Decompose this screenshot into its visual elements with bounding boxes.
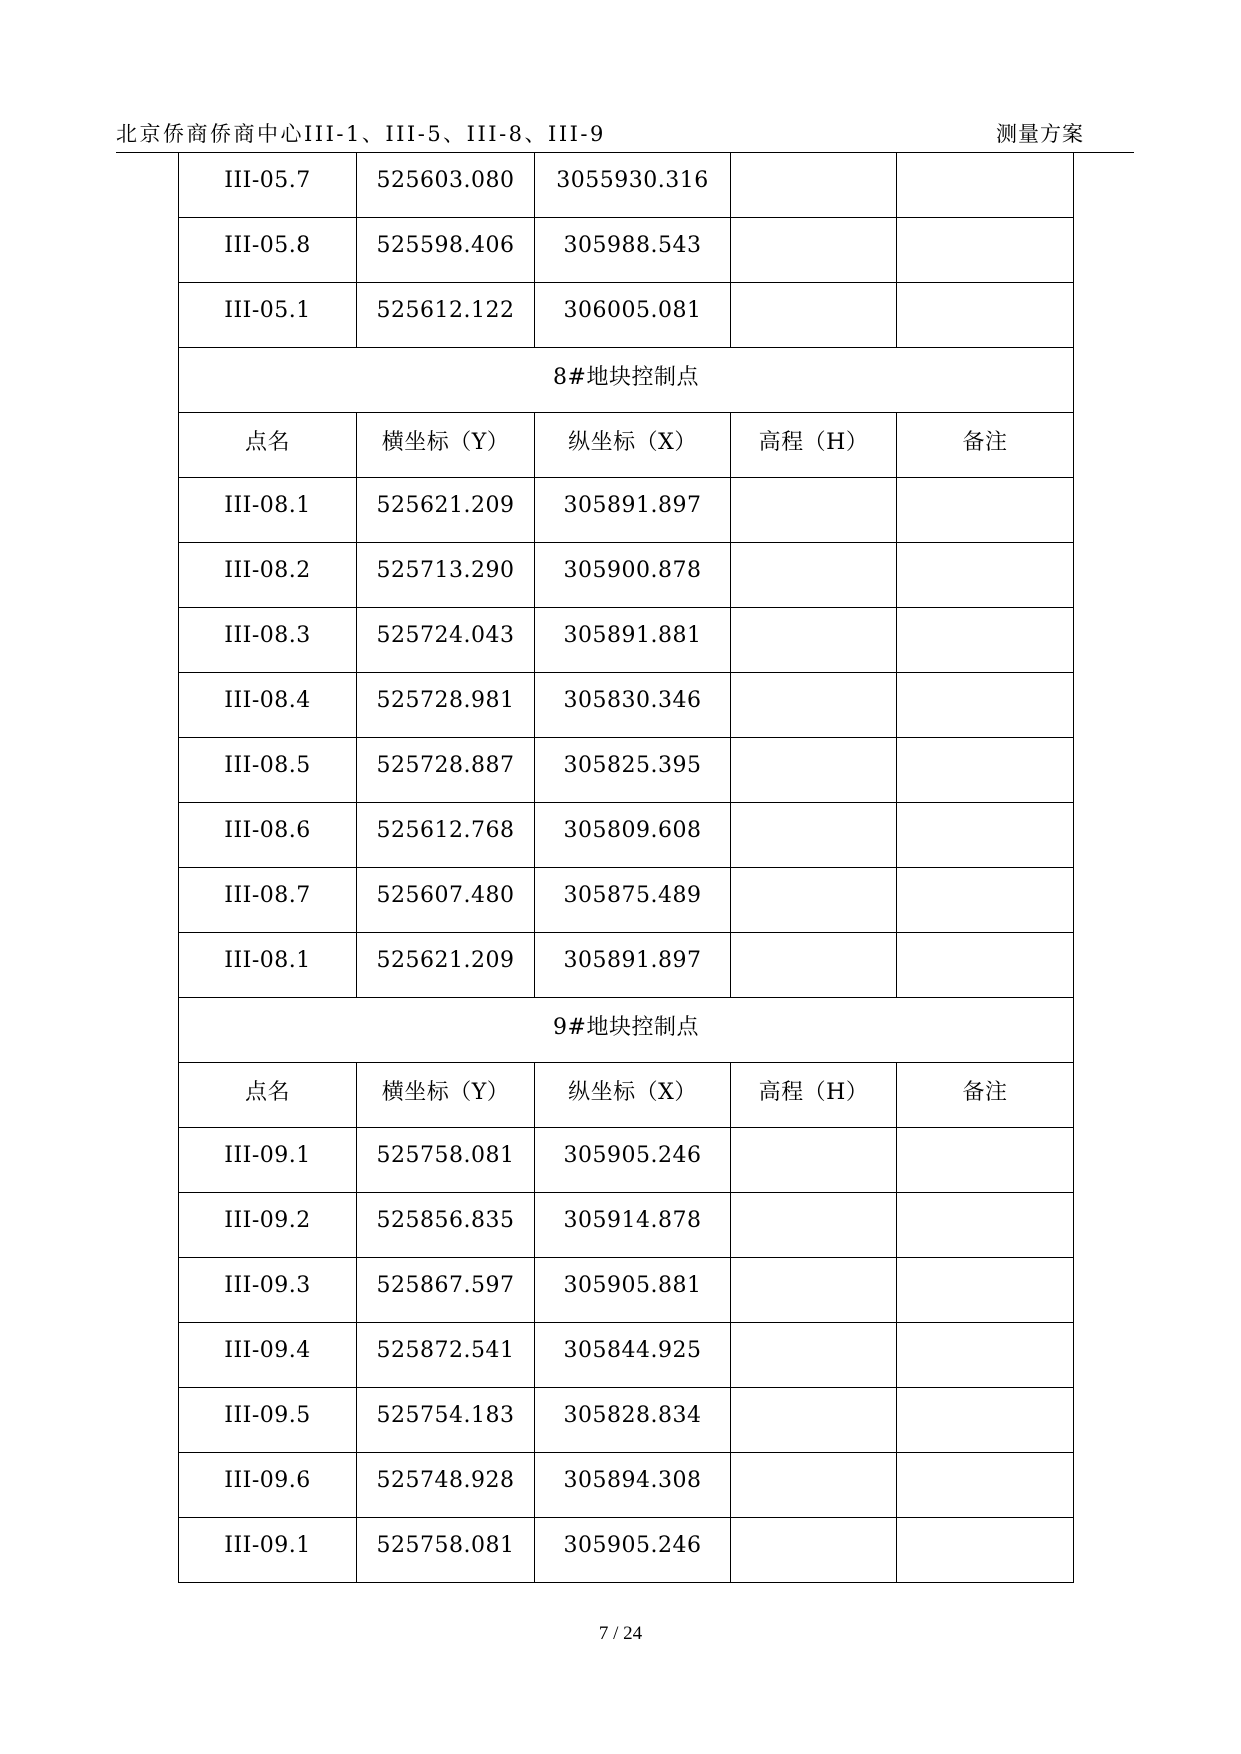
table-row	[179, 543, 1074, 608]
table-row	[179, 1323, 1074, 1388]
column-header: 点名	[179, 413, 357, 478]
coord-x-cell: 3055930.316	[535, 153, 731, 218]
coord-x-cell: 305988.543	[535, 218, 731, 283]
table-row	[179, 738, 1074, 803]
point-name-cell: III-05.8	[179, 218, 357, 283]
coord-x-cell: 305894.308	[535, 1453, 731, 1518]
remark-cell	[897, 738, 1074, 803]
table-row	[179, 868, 1074, 933]
point-name-cell: III-08.2	[179, 543, 357, 608]
coord-y-cell: 525612.768	[357, 803, 535, 868]
table-row	[179, 803, 1074, 868]
table-row	[179, 153, 1074, 218]
column-header: 高程（H）	[731, 413, 897, 478]
table-row	[179, 283, 1074, 348]
coord-x-cell: 305905.246	[535, 1128, 731, 1193]
document-type: 测量方案	[996, 122, 1084, 146]
elevation-cell	[731, 738, 897, 803]
remark-cell	[897, 218, 1074, 283]
elevation-cell	[731, 153, 897, 218]
column-header: 纵坐标（X）	[535, 413, 731, 478]
table-row	[179, 1193, 1074, 1258]
remark-cell	[897, 478, 1074, 543]
remark-cell	[897, 1388, 1074, 1453]
elevation-cell	[731, 673, 897, 738]
coord-y-cell: 525621.209	[357, 478, 535, 543]
table-row	[179, 1453, 1074, 1518]
coord-y-cell: 525612.122	[357, 283, 535, 348]
coord-x-cell: 305891.897	[535, 933, 731, 998]
coord-x-cell: 305905.246	[535, 1518, 731, 1583]
elevation-cell	[731, 218, 897, 283]
coord-x-cell: 305844.925	[535, 1323, 731, 1388]
remark-cell	[897, 608, 1074, 673]
elevation-cell	[731, 1388, 897, 1453]
remark-cell	[897, 1323, 1074, 1388]
elevation-cell	[731, 1193, 897, 1258]
elevation-cell	[731, 1323, 897, 1388]
remark-cell	[897, 1453, 1074, 1518]
point-name-cell: III-09.3	[179, 1258, 357, 1323]
table-row	[179, 478, 1074, 543]
control-points-table	[178, 152, 1074, 1583]
table-row	[179, 933, 1074, 998]
coord-y-cell: 525867.597	[357, 1258, 535, 1323]
elevation-cell	[731, 1128, 897, 1193]
column-header: 备注	[897, 413, 1074, 478]
elevation-cell	[731, 803, 897, 868]
remark-cell	[897, 1128, 1074, 1193]
point-name-cell: III-09.6	[179, 1453, 357, 1518]
point-name-cell: III-08.4	[179, 673, 357, 738]
remark-cell	[897, 543, 1074, 608]
coord-y-cell: 525724.043	[357, 608, 535, 673]
elevation-cell	[731, 1453, 897, 1518]
page-header	[116, 118, 1134, 153]
table-header-row	[179, 1063, 1074, 1128]
elevation-cell	[731, 933, 897, 998]
table-row	[179, 673, 1074, 738]
remark-cell	[897, 673, 1074, 738]
point-name-cell: III-08.1	[179, 478, 357, 543]
remark-cell	[897, 803, 1074, 868]
coord-y-cell: 525603.080	[357, 153, 535, 218]
coord-y-cell: 525621.209	[357, 933, 535, 998]
elevation-cell	[731, 478, 897, 543]
column-header: 高程（H）	[731, 1063, 897, 1128]
point-name-cell: III-08.3	[179, 608, 357, 673]
elevation-cell	[731, 868, 897, 933]
table-row	[179, 1128, 1074, 1193]
coord-x-cell: 305830.346	[535, 673, 731, 738]
coord-y-cell: 525758.081	[357, 1128, 535, 1193]
coord-x-cell: 305914.878	[535, 1193, 731, 1258]
section-title: 9#地块控制点	[179, 998, 1074, 1063]
column-header: 纵坐标（X）	[535, 1063, 731, 1128]
point-name-cell: III-09.4	[179, 1323, 357, 1388]
remark-cell	[897, 1518, 1074, 1583]
remark-cell	[897, 933, 1074, 998]
remark-cell	[897, 1258, 1074, 1323]
coord-y-cell: 525607.480	[357, 868, 535, 933]
coord-x-cell: 305825.395	[535, 738, 731, 803]
point-name-cell: III-05.1	[179, 283, 357, 348]
remark-cell	[897, 868, 1074, 933]
elevation-cell	[731, 283, 897, 348]
point-name-cell: III-09.5	[179, 1388, 357, 1453]
coord-y-cell: 525872.541	[357, 1323, 535, 1388]
page-number: 7 / 24	[598, 1623, 643, 1644]
table-row	[179, 218, 1074, 283]
coord-y-cell: 525713.290	[357, 543, 535, 608]
coord-x-cell: 305828.834	[535, 1388, 731, 1453]
coord-y-cell: 525598.406	[357, 218, 535, 283]
coord-x-cell: 305891.897	[535, 478, 731, 543]
coord-x-cell: 305875.489	[535, 868, 731, 933]
coord-x-cell: 306005.081	[535, 283, 731, 348]
remark-cell	[897, 1193, 1074, 1258]
control-points-table-body	[179, 153, 1074, 1583]
column-header: 横坐标（Y）	[357, 1063, 535, 1128]
section-title-row	[179, 348, 1074, 413]
elevation-cell	[731, 608, 897, 673]
point-name-cell: III-09.1	[179, 1518, 357, 1583]
point-name-cell: III-08.6	[179, 803, 357, 868]
column-header: 点名	[179, 1063, 357, 1128]
table-row	[179, 1518, 1074, 1583]
point-name-cell: III-09.1	[179, 1128, 357, 1193]
remark-cell	[897, 283, 1074, 348]
coord-x-cell: 305905.881	[535, 1258, 731, 1323]
table-row	[179, 1258, 1074, 1323]
point-name-cell: III-08.5	[179, 738, 357, 803]
section-title: 8#地块控制点	[179, 348, 1074, 413]
point-name-cell: III-09.2	[179, 1193, 357, 1258]
table-row	[179, 608, 1074, 673]
section-title-row	[179, 998, 1074, 1063]
point-name-cell: III-08.7	[179, 868, 357, 933]
elevation-cell	[731, 1258, 897, 1323]
coord-y-cell: 525728.887	[357, 738, 535, 803]
remark-cell	[897, 153, 1074, 218]
column-header: 横坐标（Y）	[357, 413, 535, 478]
coord-y-cell: 525748.928	[357, 1453, 535, 1518]
point-name-cell: III-08.1	[179, 933, 357, 998]
elevation-cell	[731, 1518, 897, 1583]
coord-y-cell: 525728.981	[357, 673, 535, 738]
point-name-cell: III-05.7	[179, 153, 357, 218]
document-title: 北京侨商侨商中心III-1、III-5、III-8、III-9	[116, 122, 606, 146]
column-header: 备注	[897, 1063, 1074, 1128]
coord-x-cell: 305900.878	[535, 543, 731, 608]
table-header-row	[179, 413, 1074, 478]
coord-x-cell: 305809.608	[535, 803, 731, 868]
coord-y-cell: 525758.081	[357, 1518, 535, 1583]
elevation-cell	[731, 543, 897, 608]
coord-y-cell: 525754.183	[357, 1388, 535, 1453]
table-row	[179, 1388, 1074, 1453]
coord-y-cell: 525856.835	[357, 1193, 535, 1258]
coord-x-cell: 305891.881	[535, 608, 731, 673]
